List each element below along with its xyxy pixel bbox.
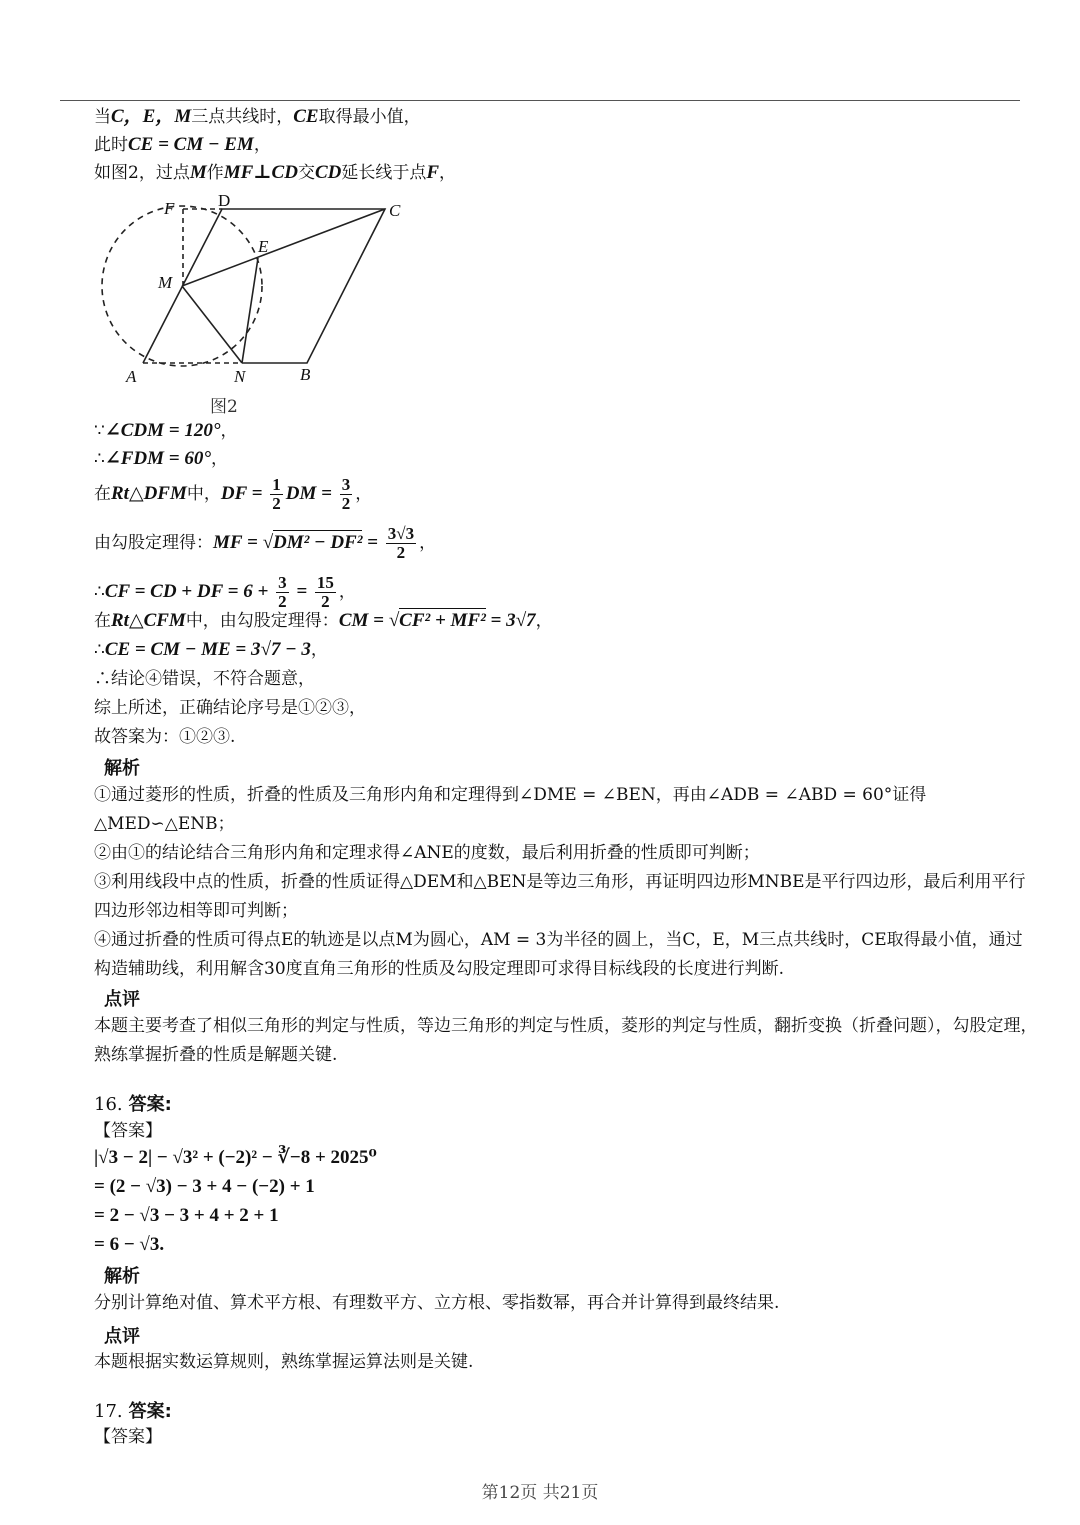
label-E: E: [258, 237, 269, 256]
calc-step: = 2 − √3 − 3 + 4 + 2 + 1: [94, 1205, 279, 1226]
text-line: 此时CE = CM − EM，: [94, 134, 271, 155]
geometry-figure: [90, 188, 420, 398]
step: ∴CF = CD + DF = 6 + $\frac{3}{2}$ = $\frac{15}{2}$ ，: [94, 573, 356, 611]
figure-caption: 图2: [210, 397, 238, 417]
step: ∴∠FDM = 60°，: [94, 448, 228, 469]
analysis-item: ①通过菱形的性质，折叠的性质及三角形内角和定理得到∠DME = ∠BEN，再由∠ADB = ∠ABD = 60°证得△MED∽△ENB；: [94, 785, 927, 834]
analysis-item: ③利用线段中点的性质，折叠的性质证得△DEM和△BEN是等边三角形，再证明四边形MNBE是平行四边形，最后利用平行四边形邻边相等即可判断；: [94, 872, 1026, 921]
comment-text: 本题根据实数运算规则，熟练掌握运算法则是关键.: [94, 1352, 474, 1372]
page-footer: 第12页 共21页: [481, 1483, 599, 1503]
label-C: C: [389, 201, 401, 220]
label-A: A: [126, 367, 137, 386]
label-F: F: [164, 199, 175, 218]
comment-text: 本题主要考查了相似三角形的判定与性质，等边三角形的判定与性质，菱形的判定与性质，翻折变换（折叠问题），勾股定理，熟练掌握折叠的性质是解题关键.: [94, 1016, 1038, 1065]
label-B: B: [300, 365, 311, 384]
analysis-item: ④通过折叠的性质可得点E的轨迹是以点M为圆心，AM = 3为半径的圆上，当C，E，M三点共线时，CE取得最小值，通过构造辅助线，利用解含30度直角三角形的性质及勾股定理即可求得目标线段的长度进行判断.: [94, 930, 1023, 979]
calc-step: = (2 − √3) − 3 + 4 − (−2) + 1: [94, 1176, 315, 1197]
step: 综上所述，正确结论序号是①②③，: [94, 698, 366, 718]
answer-bracket: 【答案】: [94, 1121, 162, 1141]
label-D: D: [218, 191, 231, 210]
comment-heading: 点评: [104, 989, 140, 1010]
comment-heading: 点评: [104, 1326, 140, 1347]
step: 由勾股定理得：MF = √DM² − DF² = $\frac{3√3}{2}$ ，: [94, 524, 437, 562]
answer-bracket: 【答案】: [94, 1427, 162, 1447]
expression: |√3 − 2| − √3² + (−2)² − ∛−8 + 2025⁰: [94, 1147, 377, 1168]
analysis-item: ②由①的结论结合三角形内角和定理求得∠ANE的度数，最后利用折叠的性质即可判断；: [94, 843, 760, 863]
label-N: N: [234, 367, 246, 386]
text-line: 如图2，过点M作MF⊥CD交CD延长线于点F，: [94, 162, 457, 183]
label-M: M: [158, 273, 173, 292]
header-rule: [60, 100, 1020, 101]
step: ∴CE = CM − ME = 3√7 − 3，: [94, 639, 328, 660]
analysis-heading: 解析: [104, 1266, 140, 1287]
analysis-text: 分别计算绝对值、算术平方根、有理数平方、立方根、零指数幂，再合并计算得到最终结果.: [94, 1293, 780, 1313]
step: ∴结论④错误，不符合题意，: [94, 669, 315, 689]
question-16-header: 16. 答案:: [94, 1094, 172, 1115]
step: 故答案为：①②③.: [94, 727, 236, 747]
text-line: 当C，E，M三点共线时，CE取得最小值，: [94, 106, 421, 127]
analysis-heading: 解析: [104, 758, 140, 779]
step: 在Rt△CFM中，由勾股定理得：CM = √CF² + MF² = 3√7，: [94, 610, 553, 631]
calc-step: = 6 − √3.: [94, 1234, 165, 1255]
question-17-header: 17. 答案:: [94, 1401, 172, 1422]
step: ∵∠CDM = 120°，: [94, 420, 238, 441]
step: 在Rt△DFM中，DF = $\frac{1}{2}$ DM = $\frac{3}{2}$ ，: [94, 475, 373, 513]
